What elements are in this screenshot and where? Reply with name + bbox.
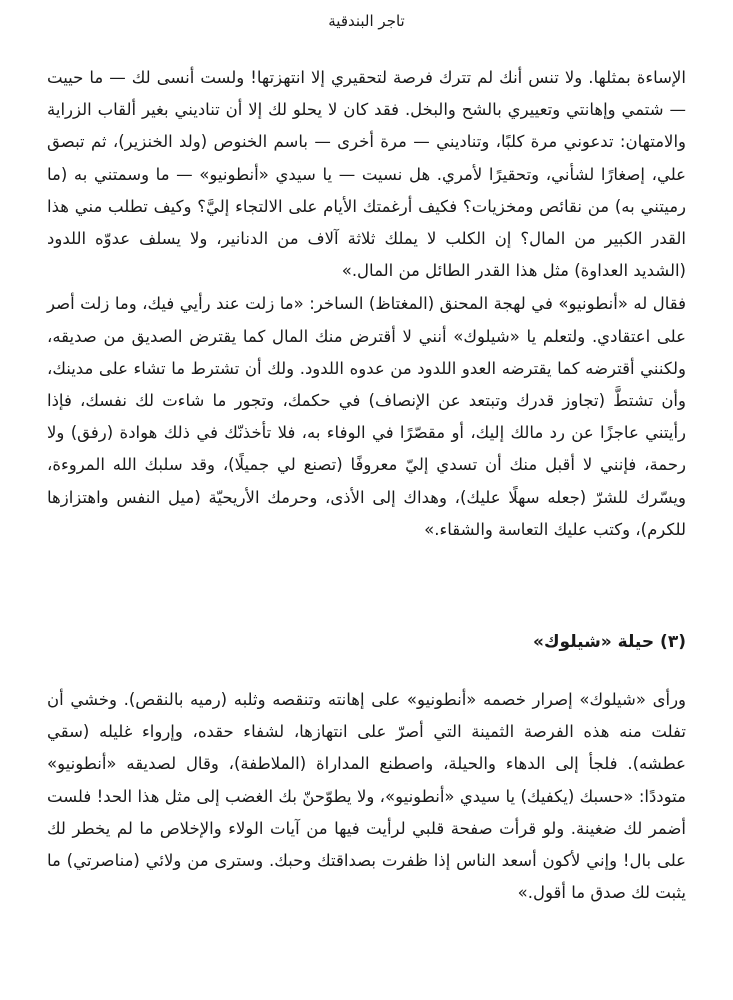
- paragraph: الإساءة بمثلها. ولا تنس أنك لم تترك فرصة لتحقيري إلا انتهزتها! ولست أنسى لك — ما حييت — شتمي وإهانتي وتعييري بالشح والبخل. فقد كان لا يحلو لك إلا أن تناديني بغير ألقاب الزراية والامتهان: تدعوني مرة كلبًا، وتناديني — مرة أخرى — باسم الخنوص (ولد الخنزير)، ثم تبصق علي، إصغارًا لشأني، وتحقيرًا لأمري. هل نسيت — يا سيدي «أنطونيو» — ما وسمتني به (ما رميتني به) من نقائص ومخزيات؟ فكيف أرغمتك الأيام على الالتجاء إليَّ؟ وكيف تطلب مني هذا القدر الكبير من المال؟ إن الكلب لا يملك ثلاثة آلاف من الدنانير، ولا يسلف عدوّه اللدود (الشديد العداوة) مثل هذا القدر الطائل من المال.»: [47, 68, 686, 281]
- running-header-title: تاجر البندقية: [328, 12, 405, 30]
- main-text: [47, 62, 686, 546]
- section-heading: (٣) حيلة «شيلوك»: [532, 632, 686, 652]
- paragraph: فقال له «أنطونيو» في لهجة المحنق (المغتاظ) الساخر: «ما زلت عند رأيي فيك، وما زلت أصر على اعتقادي. ولتعلم يا «شيلوك» أنني لا أقترض منك المال كما يقترض الصديق من صديقه، ولكنني أقترضه كما يقترضه العدو اللدود من عدوه اللدود. ولك أن تشترط ما تشاء على مدينك، وأن تشتطَّ (تجاوز قدرك وتبتعد عن الإنصاف) في حكمك، وتجور ما شاءت لك نفسك، فإذا رأيتني عاجزًا عن رد مالك إليك، أو مقصّرًا في الوفاء به، فلا تأخذنّك في ذلك هوادة (رفق) ولا رحمة، فإنني لا أقبل منك أن تسدي إليّ معروفًا (تصنع لي جميلًا)، وقد سلبك الله المروءة، ويسّرك للشرّ (جعله سهلًا عليك)، وهداك إلى الأذى، وحرمك الأريحيّة (ميل النفس واهتزازها للكرم)، وكتب عليك التعاسة والشقاء.»: [47, 294, 686, 539]
- section-text: [47, 684, 686, 909]
- paragraph: ورأى «شيلوك» إصرار خصمه «أنطونيو» على إهانته وتنقصه وثلبه (رميه بالنقص). وخشي أن تفلت منه هذه الفرصة الثمينة التي أصرّ على انتهازها، لشفاء حقده، وإرواء غليله (سقي عطشه). فلجأ إلى الدهاء والحيلة، واصطنع المداراة (الملاطفة)، وقال لصديقه «أنطونيو» متوددًا: «حسبك (يكفيك) يا سيدي «أنطونيو»، ولا يطوّحنّ بك الغضب إلى مثل هذا الحد! فلست أضمر لك ضغينة. ولو قرأت صفحة قلبي لرأيت فيها من آيات الولاء والإخلاص ما لم يخطر لك على بال! وإني لأكون أسعد الناس إذا ظفرت بصداقتك وحبك. وسترى من ولائي (مناصرتي) ما يثبت لك صدق ما أقول.»: [47, 690, 686, 903]
